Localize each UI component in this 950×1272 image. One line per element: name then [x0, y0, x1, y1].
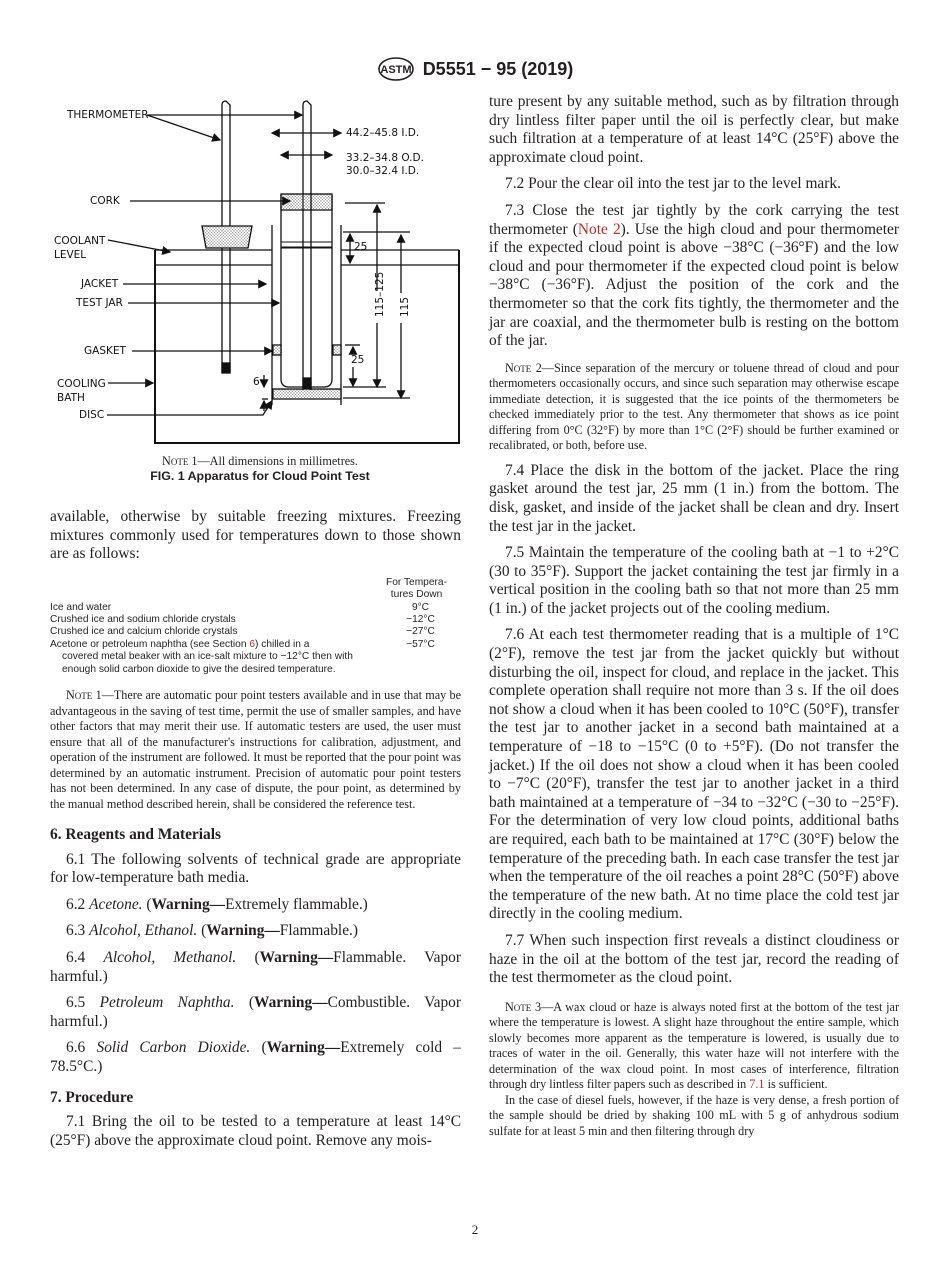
svg-text:25: 25 [351, 354, 365, 366]
para-6-4: 6.4 Alcohol, Methanol. (Warning—Flammable. Vapor harmful.) [50, 949, 461, 985]
svg-text:LEVEL: LEVEL [54, 249, 87, 261]
svg-text:25: 25 [354, 241, 368, 253]
note-2: Note 2—Since separation of the mercury or toluene thread of cloud and pour thermometers occasionally occurs, and since such separation may otherwise escape immediate detection, it is suggested that the ice points of the thermometers be checked immediately prior to the test. Any thermometer that shows as ice point differing from 0°C (32°F) by more than 1°C (2°F) should be further examined or recalibrated, or both, before use. [489, 360, 899, 453]
svg-text:THERMOMETER: THERMOMETER [67, 109, 149, 121]
note-2-link[interactable]: Note 2 [577, 220, 621, 238]
freezing-mixtures-table [50, 577, 461, 676]
svg-text:CORK: CORK [90, 195, 120, 207]
figure-caption: FIG. 1 Apparatus for Cloud Point Test [150, 469, 370, 483]
para-7-6: 7.6 At each test thermometer reading that is a multiple of 1°C (2°F), remove the test jar from the jacket quickly but without disturbing the oil, inspect for cloud, and replace in the jacket. This complete operation shall require not more than 3 s. If the oil does not show a cloud when it has been cooled to 10°C (50°F), transfer the test jar to another jacket in a second bath maintained at a temperature of −18 to −15°C (0 to +5°F). (Do not transfer the jacket.) If the oil does not show a cloud when it has been cooled to −7°C (20°F), transfer the test jar to another jacket in a third bath maintained at a temperature of −34 to −32°C (−30 to −25°F). For the determination of very low cloud points, additional baths are required, each bath to be maintained at 17°C (30°F) below the temperature of the preceding bath. In each case transfer the test jar when the temperature of the oil reaches a point 28°C (50°F) above the temperature of the new bath. At no time place the cold test jar directly in the cooling medium. [489, 626, 899, 923]
section-7-1-link[interactable]: 7.1 [749, 1077, 765, 1092]
para-7-5: 7.5 Maintain the temperature of the cooling bath at −1 to +2°C (30 to 35°F). Support the jacket containing the test jar firmly in a vertical position in the cooling bath so that not more than 25 mm (1 in.) of the jacket projects out of the cooling medium. [489, 544, 899, 617]
table-header: For Tempera- tures Down [386, 576, 447, 601]
para-6-6: 6.6 Solid Carbon Dioxide. (Warning—Extremely cold – 78.5°C.) [50, 1039, 462, 1075]
para-7-1-end: ture present by any suitable method, such as by filtration through dry lintless filter paper until the oil is perfectly clear, but make such filtration at a temperature of at least 14°C (25°F) above the approximate cloud point. [489, 93, 899, 166]
document-designation: D5551 − 95 (2019) [422, 58, 574, 79]
para-6-5: 6.5 Petroleum Naphtha. (Warning—Combustible. Vapor harmful.) [50, 994, 461, 1030]
svg-text:6: 6 [253, 376, 260, 388]
right-column [489, 93, 899, 1139]
svg-text:33.2–34.8 O.D.: 33.2–34.8 O.D. [346, 152, 424, 164]
table-row: Ice and water 9°C [50, 601, 430, 613]
para-7-3: 7.3 Close the test jar tightly by the cork carrying the test thermometer (Note 2). Use the high cloud and pour thermometer if the expected cloud point is above −38°C (−36°F) and the low cloud and pour thermometer if the expected cloud point is below −38°C (−36°F). Adjust the position of the cork and the thermometer so that the cork fits tightly, the thermometer and the jar are coaxial, and the thermometer bulb is resting on the bottom of the jar. [489, 201, 899, 350]
table-row: Crushed ice and sodium chloride crystals −12°C [50, 614, 435, 625]
svg-text:TEST JAR: TEST JAR [76, 297, 123, 309]
section-6-link[interactable]: 6 [249, 638, 256, 650]
section-7-heading: 7. Procedure [50, 1088, 134, 1106]
freezing-mixtures-intro: available, otherwise by suitable freezing mixtures. Freezing mixtures commonly used for temperatures down to those shown are as follows: [50, 508, 461, 563]
svg-text:COOLANT: COOLANT [54, 235, 106, 247]
table-row: Acetone or petroleum naphtha (see Section 6) chilled in a −57°C [50, 638, 435, 650]
page-header [0, 57, 950, 81]
para-7-1-start: 7.1 Bring the oil to be tested to a temperature at least 14°C (25°F) above the approximate cloud point. Remove any mois- [50, 1113, 461, 1149]
svg-text:GASKET: GASKET [84, 345, 126, 357]
table-row-continuation: covered metal beaker with an ice-salt mixture to −12°C then with enough solid carbon dioxide to give the desired temperature. [62, 651, 353, 675]
apparatus-figure [50, 95, 470, 455]
astm-logo-icon [377, 57, 415, 81]
svg-text:JACKET: JACKET [81, 278, 119, 290]
left-column [50, 508, 461, 1150]
svg-text:44.2–45.8 I.D.: 44.2–45.8 I.D. [346, 127, 420, 139]
para-7-7: 7.7 When such inspection first reveals a distinct cloudiness or haze in the oil at the bottom of the test jar, record the reading of the test thermometer as the cloud point. [489, 931, 899, 987]
figure-note: Note 1—All dimensions in millimetres. [162, 454, 358, 468]
para-7-4: 7.4 Place the disk in the bottom of the jacket. Place the ring gasket around the test jar, 25 mm (1 in.) from the bottom. The disk, gasket, and inside of the jacket shall be clean and dry. Insert the test jar in the jacket. [489, 461, 899, 535]
para-6-2: 6.2 Acetone. (Warning—Extremely flammable.) [66, 895, 368, 913]
svg-text:BATH: BATH [57, 392, 85, 404]
table-row: Crushed ice and calcium chloride crystals −27°C [50, 626, 435, 638]
svg-text:ASTM: ASTM [380, 64, 412, 76]
para-6-1: 6.1 The following solvents of technical grade are appropriate for low-temperature bath media. [50, 850, 461, 887]
svg-text:DISC: DISC [79, 409, 105, 421]
svg-text:115–125: 115–125 [374, 271, 386, 317]
section-6-heading: 6. Reagents and Materials [50, 826, 221, 844]
note-3-paragraph-2: In the case of diesel fuels, however, if the haze is very dense, a fresh portion of the sample should be dried by shaking 100 mL with 5 g of anhydrous sodium sulfate for at least 5 min and then filtering through dry [489, 1092, 899, 1138]
page-number: 2 [471, 1222, 479, 1237]
svg-text:COOLING: COOLING [57, 378, 106, 390]
note-1: Note 1—There are automatic pour point testers available and in use that may be advantageous in the saving of test time, permit the use of smaller samples, and have other factors that may merit their use. If automatic testers are used, the user must ensure that all of the manufacturer's instructions for calibration, adjustment, and operation of the instrument are followed. It must be reported that the pour point was determined by an automatic instrument. Precision of automatic pour point testers has not been determined. In any case of dispute, the pour point, as determined by the manual method described herein, shall be considered the reference test. [50, 688, 461, 811]
note-3: Note 3—A wax cloud or haze is always noted first at the bottom of the test jar where the temperature is lowest. A slight haze throughout the entire sample, which slowly becomes more apparent as the temperature is lowered, is usually due to traces of water in the oil. Generally, this water haze will not interfere with the determination of the wax cloud point. In most cases of interference, filtration through dry lintless filter papers such as described in 7.1 is sufficient. [489, 999, 899, 1092]
svg-text:115: 115 [399, 296, 411, 317]
para-6-3: 6.3 Alcohol, Ethanol. (Warning—Flammable.) [66, 922, 359, 940]
para-7-2: 7.2 Pour the clear oil into the test jar to the level mark. [505, 175, 841, 193]
svg-text:30.0–32.4 I.D.: 30.0–32.4 I.D. [346, 165, 420, 177]
